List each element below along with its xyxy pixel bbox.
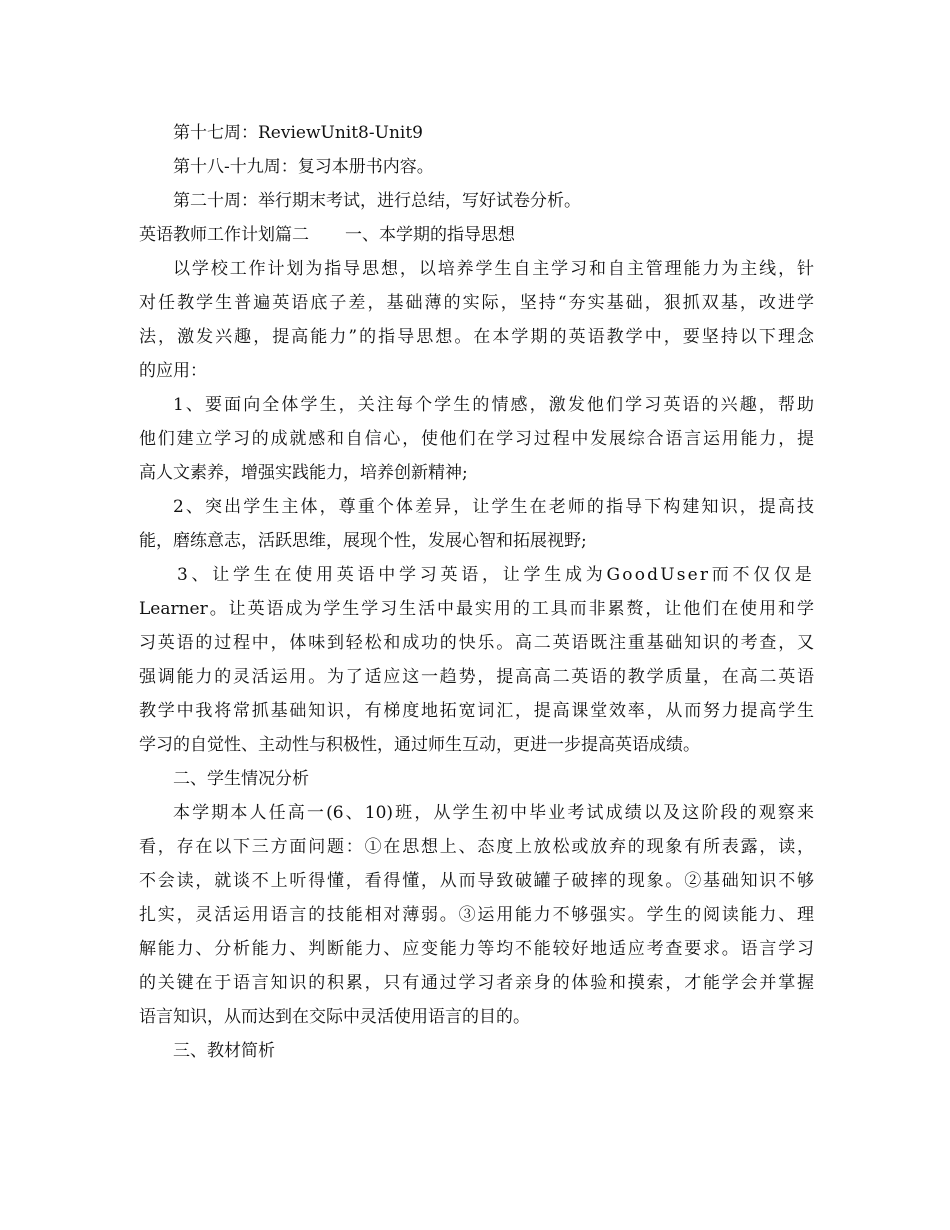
paragraph-line: 1、要面向全体学生，关注每个学生的情感，激发他们学习英语的兴趣，帮助 [173,395,814,415]
paragraph-line: 习英语的过程中，体味到轻松和成功的快乐。高二英语既注重基础知识的考查，又 [139,633,814,653]
section-title-row [139,218,814,252]
paragraph-line: 能，磨练意志，活跃思维，展现个性，发展心智和拓展视野; [139,531,587,551]
paragraph-line: 语言知识，从而达到在交际中灵活使用语言的目的。 [139,1007,530,1027]
paragraph-line: 对任教学生普遍英语底子差，基础薄的实际，坚持“夯实基础，狠抓双基，改进学 [139,293,814,313]
schedule-week-18-19: 第十八-十九周：复习本册书内容。 [173,157,434,177]
paragraph-line: 强调能力的灵活运用。为了适应这一趋势，提高高二英语的教学质量，在高二英语 [139,667,814,687]
document-body [139,116,814,1068]
paragraph-line: 以学校工作计划为指导思想，以培养学生自主学习和自主管理能力为主线，针 [173,259,814,279]
paragraph-line: 解能力、分析能力、判断能力、应变能力等均不能较好地适应考查要求。语言学习 [139,939,814,959]
paragraph-line: 高人文素养，增强实践能力，培养创新精神; [139,463,468,483]
schedule-week-20: 第二十周：举行期末考试，进行总结，写好试卷分析。 [173,191,581,211]
paragraph-line: 本学期本人任高一(6、10)班，从学生初中毕业考试成绩以及这阶段的观察来 [173,803,814,823]
heading-student-analysis: 二、学生情况分析 [173,769,309,789]
paragraph-line: Learner。让英语成为学生学习生活中最实用的工具而非累赘，让他们在使用和学 [139,599,814,619]
paragraph-line: 教学中我将常抓基础知识，有梯度地拓宽词汇，提高课堂效率，从而努力提高学生 [139,701,814,721]
paragraph-line: 不会读，就谈不上听得懂，看得懂，从而导致破罐子破摔的现象。②基础知识不够 [139,871,814,891]
paragraph-line: 的应用： [139,361,207,381]
heading-textbook-analysis: 三、教材简析 [173,1041,275,1061]
paragraph-line: 看，存在以下三方面问题：①在思想上、态度上放松或放弃的现象有所表露，读， [139,837,814,857]
paragraph-line: 学习的自觉性、主动性与积极性，通过师生互动，更进一步提高英语成绩。 [139,735,700,755]
paragraph-line: 2、突出学生主体，尊重个体差异，让学生在老师的指导下构建知识，提高技 [173,497,814,517]
paragraph-line: 他们建立学习的成就感和自信心，使他们在学习过程中发展综合语言运用能力，提 [139,429,814,449]
paragraph-line: 3、让学生在使用英语中学习英语，让学生成为GoodUser而不仅仅是 [177,565,814,585]
heading-guiding-ideology: 一、本学期的指导思想 [345,225,515,245]
paragraph-line: 法，激发兴趣，提高能力”的指导思想。在本学期的英语教学中，要坚持以下理念 [139,327,814,347]
paragraph-line: 的关键在于语言知识的积累，只有通过学习者亲身的体验和摸索，才能学会并掌握 [139,973,814,993]
plan-title: 英语教师工作计划篇二 [139,225,309,245]
paragraph-line: 扎实，灵活运用语言的技能相对薄弱。③运用能力不够强实。学生的阅读能力、理 [139,905,814,925]
schedule-week-17: 第十七周：ReviewUnit8-Unit9 [173,123,423,143]
